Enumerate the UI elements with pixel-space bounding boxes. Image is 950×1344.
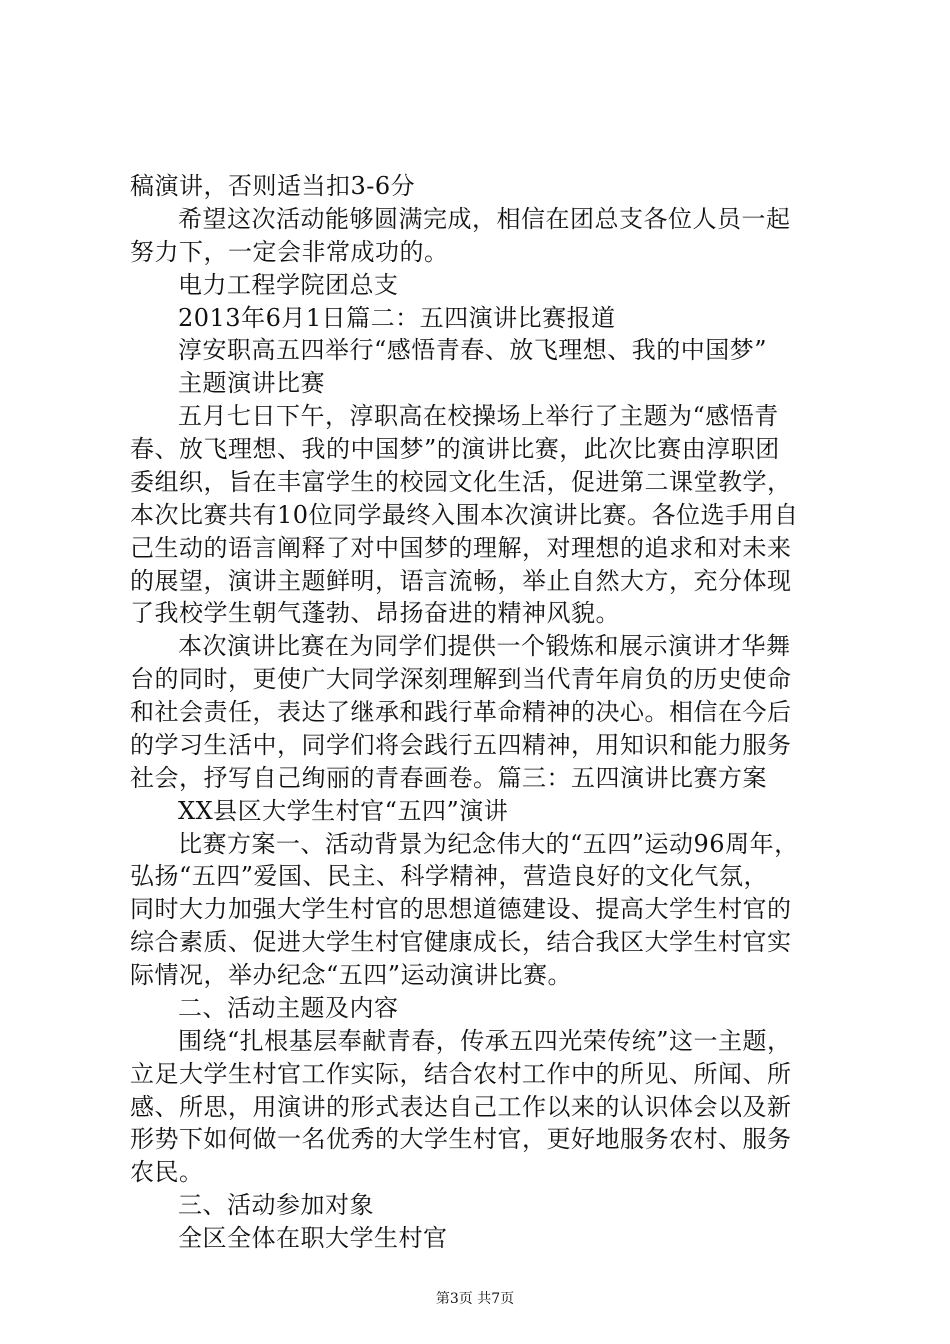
text-line: 际情况，举办纪念“五四”运动演讲比赛。	[130, 961, 573, 990]
text-line: 2013年6月1日篇二：五四演讲比赛报道	[178, 303, 616, 332]
text-line: 农民。	[130, 1158, 204, 1187]
text-line: 的展望，演讲主题鲜明，语言流畅，举止自然大方，充分体现	[130, 566, 792, 595]
text-line: 委组织，旨在丰富学生的校园文化生活，促进第二课堂教学，	[130, 467, 792, 496]
text-line: 形势下如何做一名优秀的大学生村官，更好地服务农村、服务	[130, 1125, 792, 1154]
text-line: 淳安职高五四举行“感悟青春、放飞理想、我的中国梦”	[178, 336, 768, 365]
text-line: 春、放飞理想、我的中国梦”的演讲比赛，此次比赛由淳职团	[130, 435, 780, 464]
text-line: 主题演讲比赛	[178, 369, 325, 398]
text-line: 的学习生活中，同学们将会践行五四精神，用知识和能力服务	[130, 730, 792, 759]
text-line: 了我校学生朝气蓬勃、昂扬奋进的精神风貌。	[130, 599, 620, 628]
text-line: 二、活动主题及内容	[178, 993, 399, 1022]
text-line: 同时大力加强大学生村官的思想道德建设、提高大学生村官的	[130, 895, 792, 924]
text-line: XX县区大学生村官“五四”演讲	[178, 796, 509, 825]
text-line: 本次比赛共有10位同学最终入围本次演讲比赛。各位选手用自	[130, 500, 799, 529]
text-line: 全区全体在职大学生村官	[178, 1224, 448, 1253]
text-line: 电力工程学院团总支	[178, 270, 399, 299]
text-line: 感、所思，用演讲的形式表达自己工作以来的认识体会以及新	[130, 1092, 792, 1121]
text-line: 弘扬“五四”爱国、民主、科学精神，营造良好的文化气氛，	[130, 862, 769, 891]
page-number: 第3页 共7页	[435, 1291, 515, 1307]
text-line: 比赛方案一、活动背景为纪念伟大的“五四”运动96周年，	[178, 829, 799, 858]
text-line: 社会，抒写自己绚丽的青春画卷。篇三：五四演讲比赛方案	[130, 763, 767, 792]
text-line: 三、活动参加对象	[178, 1191, 374, 1220]
text-line: 稿演讲，否则适当扣3-6分	[130, 172, 416, 200]
text-line: 立足大学生村官工作实际，结合农村工作中的所见、所闻、所	[130, 1059, 792, 1088]
text-line: 本次演讲比赛在为同学们提供一个锻炼和展示演讲才华舞	[178, 632, 791, 661]
text-line: 台的同时，更使广大同学深刻理解到当代青年肩负的历史使命	[130, 665, 792, 694]
text-line: 围绕“扎根基层奉献青春，传承五四光荣传统”这一主题，	[178, 1026, 792, 1055]
text-line: 己生动的语言阐释了对中国梦的理解，对理想的追求和对未来	[130, 533, 792, 562]
text-line: 和社会责任，表达了继承和践行革命精神的决心。相信在今后	[130, 698, 792, 727]
text-line: 综合素质、促进大学生村官健康成长，结合我区大学生村官实	[130, 928, 792, 957]
text-line: 五月七日下午，淳职高在校操场上举行了主题为“感悟青	[178, 402, 779, 431]
text-line: 希望这次活动能够圆满完成，相信在团总支各位人员一起	[178, 204, 791, 233]
text-line: 努力下，一定会非常成功的。	[130, 237, 449, 266]
